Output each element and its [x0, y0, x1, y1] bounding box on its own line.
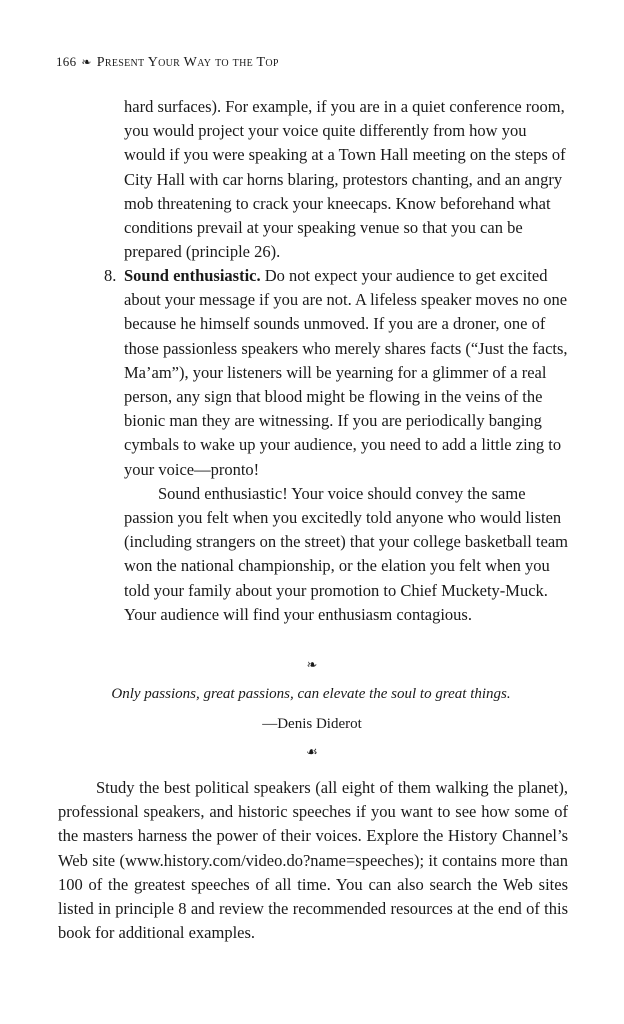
list-heading: Sound enthusiastic.: [124, 266, 261, 285]
ornament-top-icon: ❧: [306, 657, 318, 672]
list-paragraph-2: Sound enthusiastic! Your voice should convey the same passion you felt when you excitedly told anyone who would listen (including strangers on the street) that your college basketball team won the national championship, or the elation you felt when you told your family about your promotion to Chief Muckety-Muck. Your audience will find your enthusiasm contagious.: [124, 483, 568, 624]
page-number: 166: [56, 54, 77, 69]
running-header: [56, 54, 279, 71]
epigraph-quote: [0, 686, 624, 703]
continued-paragraph: hard surfaces). For example, if you are in a quiet conference room, you would project your voice quite differently from how you would if you were speaking at a Town Hall meeting on the steps of City Hall with car horns blaring, protestors chanting, and an angry mob threatening to crack your kneecaps. Know beforehand what conditions prevail at your speaking venue so that you can be prepared (principle 26).: [124, 97, 566, 262]
list-number: 8.: [104, 266, 117, 285]
book-title: Present Your Way to the Top: [96, 55, 279, 70]
quote-text: Only passions, great passions, can elevate the soul to great things.: [111, 686, 511, 702]
list-item-8: [104, 264, 570, 627]
quote-attribution: [0, 716, 624, 733]
fleuron-icon: ❧: [81, 55, 92, 69]
list-paragraph-1: [124, 264, 570, 482]
ornament-bottom-icon: ☙: [306, 744, 318, 759]
body-paragraph: Study the best political speakers (all eight of them walking the planet), professional speakers, and historic speeches if you want to see how some of the masters harness the power of their voices. Explore the History Channel’s Web site (www.history.com/video.do?name=speeches); it contains more than 100 of the greatest speeches of all time. You can also search the Web sites listed in principle 8 and review the recommended resources at the end of this book for additional examples.: [58, 778, 568, 943]
list-paragraph-1-text: Do not expect your audience to get excited about your message if you are not. A lifeless speaker moves no one because he himself sounds unmoved. If you are a droner, one of those passionless speakers who merely shares facts (“Just the facts, Ma’am”), your listeners will be yearning for a glimmer of a real person, any sign that blood might be flowing in the veins of the bionic man they are witnessing. If you are periodically banging cymbals to wake up your audience, you need to add a little zing to your voice—pronto!: [124, 266, 568, 479]
attribution-text: —Denis Diderot: [262, 716, 362, 732]
